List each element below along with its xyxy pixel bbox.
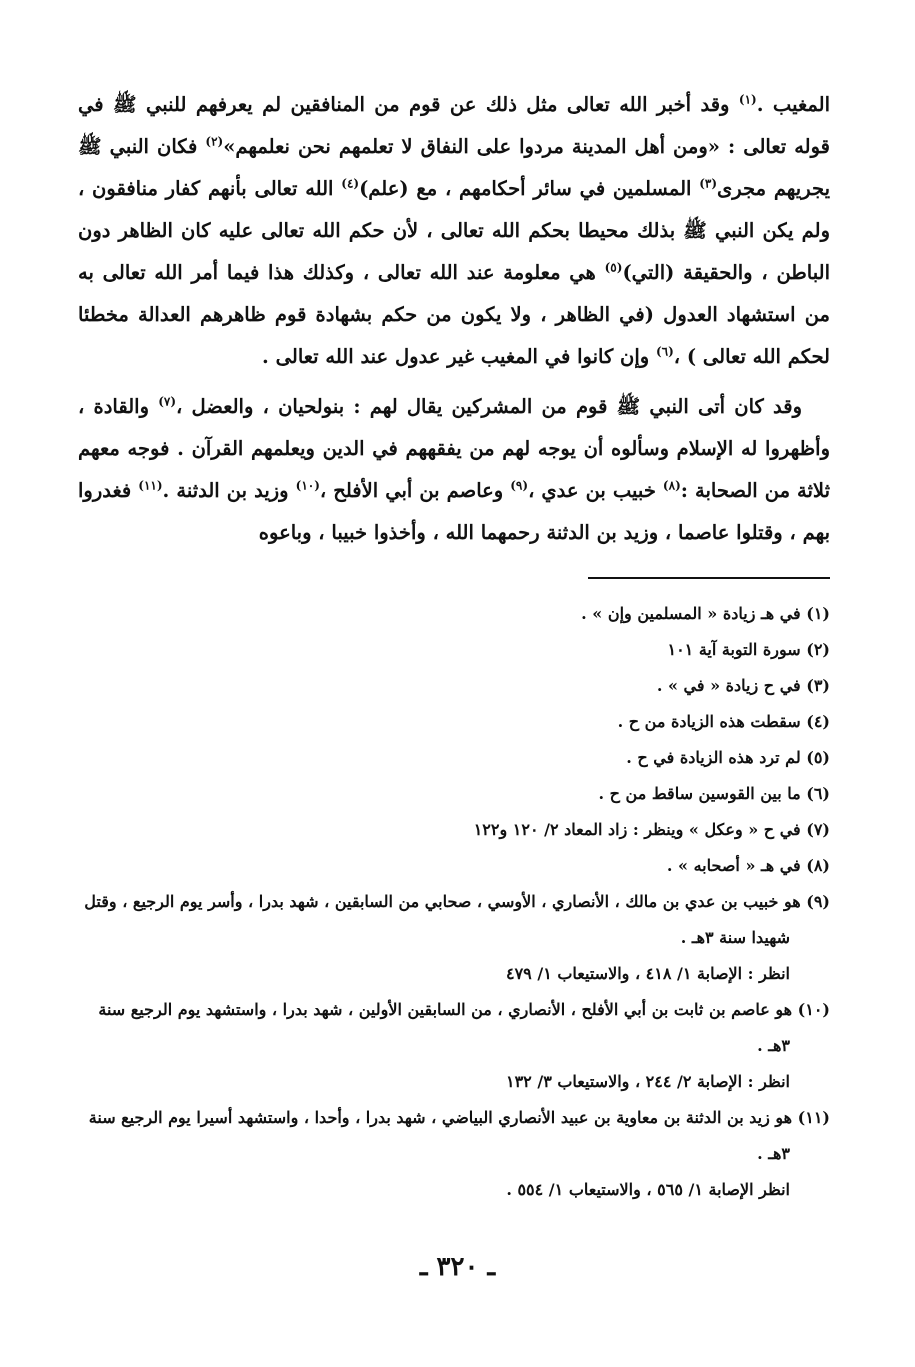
footnote: (١٠) هو عاصم بن ثابت بن أبي الأفلح ، الأنصاري ، من السابقين الأولين ، شهد بدرا ، واستشهد يوم الرجيع سنة ٣هـ .: [98, 1000, 830, 1055]
text-run: وقد كان أتى النبي ﷺ قوم من المشركين يقال لهم : بنولحيان ، والعضل ،: [176, 395, 802, 418]
footnote-marker: (١٠): [295, 478, 320, 493]
footnote-marker: (٧): [158, 394, 177, 409]
footnote-reference: انظر : الإصابة ٢/ ٢٤٤ ، والاستيعاب ٣/ ١٣٢: [505, 1072, 790, 1091]
footnote-marker: (٦): [655, 344, 674, 359]
footnote: (٨) في هـ « أصحابه » .: [666, 856, 830, 875]
footnote: (١) في هـ زيادة « المسلمين وإن » .: [581, 604, 830, 623]
footnote-marker: (١١): [138, 478, 163, 493]
text-run: المسلمين في سائر أحكامهم ، مع (علم): [359, 177, 700, 200]
text-run: وزيد بن الدثنة .: [162, 479, 296, 502]
footnote: (٥) لم ترد هذه الزيادة في ح .: [626, 748, 830, 767]
paragraph-2: [78, 386, 830, 554]
footnote-reference: انظر : الإصابة ١/ ٤١٨ ، والاستيعاب ١/ ٤٧٩: [505, 964, 790, 983]
footnote-marker: (٤): [341, 176, 360, 191]
text-run: خبيب بن عدي ،: [528, 479, 663, 502]
paragraph-1: [78, 84, 830, 378]
footnote-reference: انظر الإصابة ١/ ٥٦٥ ، والاستيعاب ١/ ٥٥٤ .: [506, 1180, 790, 1199]
footnote-marker: (١): [738, 92, 757, 107]
footnote-divider: [588, 577, 830, 579]
footnote-marker: (٢): [205, 134, 224, 149]
footnote: (١١) هو زيد بن الدثنة بن معاوية بن عبيد الأنصاري البياضي ، شهد بدرا ، وأحدا ، واستشهد أسيرا يوم الرجيع سنة ٣هـ .: [88, 1108, 830, 1163]
footnote: (٤) سقطت هذه الزيادة من ح .: [617, 712, 830, 731]
text-run: فغدروا بهم ، وقتلوا عاصما ، وزيد بن الدثنة رحمهما الله ، وأخذوا خبيبا ، وباعوه: [78, 479, 830, 544]
text-run: فكان النبي ﷺ يجريهم مجرى: [78, 135, 831, 200]
footnote: (٧) في ح « وعكل » وينظر : زاد المعاد ٢/ ١٢٠ و١٢٢: [473, 820, 830, 839]
footnotes: [78, 596, 830, 1208]
page-number: ـ ٣٢٠ ـ: [419, 1252, 496, 1282]
footnote-marker: (٣): [699, 176, 718, 191]
text-run: وقد أخبر الله تعالى مثل ذلك عن قوم من المنافقين لم يعرفهم للنبي ﷺ في قوله تعالى : «ومن أهل المدينة مردوا على النفاق لا تعلمهم نحن نعلمهم»: [78, 93, 830, 158]
footnote: (٣) في ح زيادة « في » .: [656, 676, 830, 695]
footnote-marker: (٥): [604, 260, 623, 275]
main-text: [78, 84, 830, 554]
text-run: وعاصم بن أبي الأفلح ،: [319, 479, 511, 502]
footnote: (٢) سورة التوبة آية ١٠١: [667, 640, 830, 659]
footnote-marker: (٨): [662, 478, 681, 493]
footnote: (٦) ما بين القوسين ساقط من ح .: [598, 784, 830, 803]
text-run: والقادة ، وأظهروا له الإسلام وسألوه أن يوجه لهم من يفقههم في الدين ويعلمهم القرآن . فوجه معهم ثلاثة من الصحابة :: [78, 395, 830, 502]
text-run: الله تعالى بأنهم كفار منافقون ، ولم يكن النبي ﷺ بذلك محيطا بحكم الله تعالى ، لأن حكم الله تعالى عليه كان الظاهر دون الباطن ، والحقيقة (التي): [78, 177, 830, 284]
text-run: هي معلومة عند الله تعالى ، وكذلك هذا فيما أمر الله تعالى به من استشهاد العدول (في الظاهر ، ولا يكون من حكم بشهادة قوم ظاهرهم العدالة مخطئا لحكم الله تعالى ) ،: [78, 261, 830, 368]
text-run: المغيب .: [756, 93, 830, 116]
footnote-marker: (٩): [510, 478, 529, 493]
text-run: وإن كانوا في المغيب غير عدول عند الله تعالى .: [262, 345, 656, 368]
footnote: (٩) هو خبيب بن عدي بن مالك ، الأنصاري ، الأوسي ، صحابي من السابقين ، شهد بدرا ، وأسر يوم الرجيع ، وقتل شهيدا سنة ٣هـ .: [84, 892, 830, 947]
